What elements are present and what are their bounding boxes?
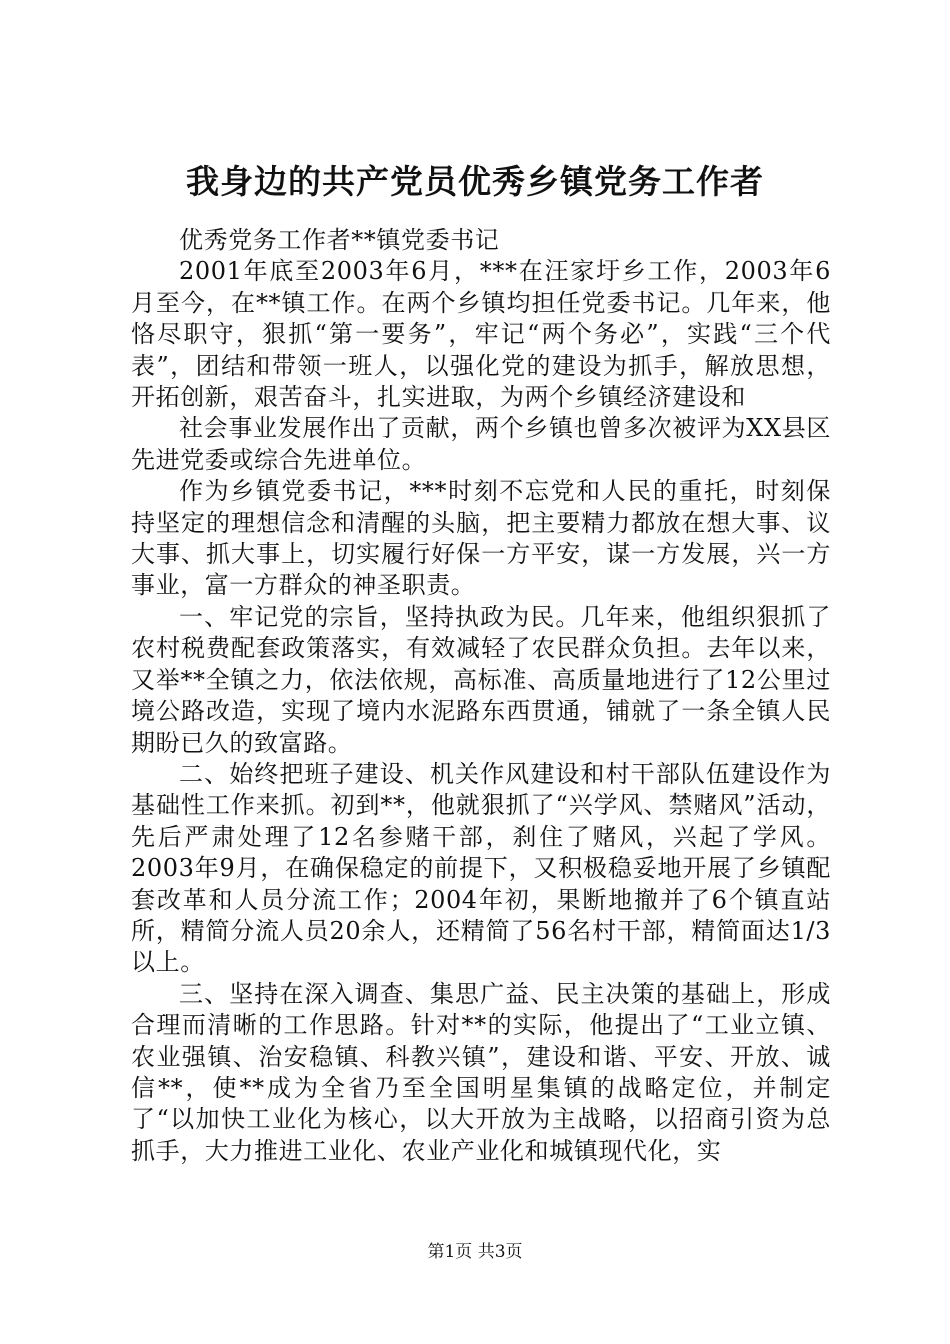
body-paragraph: 2001年底至2003年6月，***在汪家圩乡工作，2003年6月至今，在**镇工作。在两个乡镇均担任党委书记。几年来，他恪尽职守，狠抓“第一要务”，牢记“两个务必”，实践“三个代表”，团结和带领一班人，以强化党的建设为抓手，解放思想，开拓创新，艰苦奋斗，扎实进取，为两个乡镇经济建设和 [131,257,831,412]
body-paragraph: 二、始终把班子建设、机关作风建设和村干部队伍建设作为基础性工作来抓。初到**，他就狠抓了“兴学风、禁赌风”活动，先后严肃处理了12名参赌干部，刹住了赌风，兴起了学风。2003年9月，在确保稳定的前提下，又积极稳妥地开展了乡镇配套改革和人员分流工作；2004年初，果断地撤并了6个镇直站所，精简分流人员20余人，还精简了56名村干部，精简面达1/3以上。 [131,759,831,977]
body-paragraph: 三、坚持在深入调查、集思广益、民主决策的基础上，形成合理而清晰的工作思路。针对**的实际，他提出了“工业立镇、农业强镇、治安稳镇、科教兴镇”，建设和谐、平安、开放、诚信**，使**成为全省乃至全国明星集镇的战略定位，并制定了“以加快工业化为核心，以大开放为主战略，以招商引资为总抓手，大力推进工业化、农业产业化和城镇现代化，实 [131,979,831,1165]
subtitle-paragraph: 优秀党务工作者**镇党委书记 [179,226,500,254]
body-paragraph: 社会事业发展作出了贡献，两个乡镇也曾多次被评为XX县区先进党委或综合先进单位。 [131,414,831,474]
document-body [131,225,831,1167]
document-title: 我身边的共产党员优秀乡镇党务工作者 [186,162,764,201]
body-paragraph: 作为乡镇党委书记，***时刻不忘党和人民的重托，时刻保持坚定的理想信念和清醒的头脑，把主要精力都放在想大事、议大事、抓大事上，切实履行好保一方平安，谋一方发展，兴一方事业，富一方群众的神圣职责。 [131,477,831,600]
body-paragraph: 一、牢记党的宗旨，坚持执政为民。几年来，他组织狠抓了农村税费配套政策落实，有效减轻了农民群众负担。去年以来，又举**全镇之力，依法依规，高标准、高质量地进行了12公里过境公路改造，实现了境内水泥路东西贯通，铺就了一条全镇人民期盼已久的致富路。 [131,602,831,757]
page-number: 第1页 共3页 [427,1242,523,1262]
